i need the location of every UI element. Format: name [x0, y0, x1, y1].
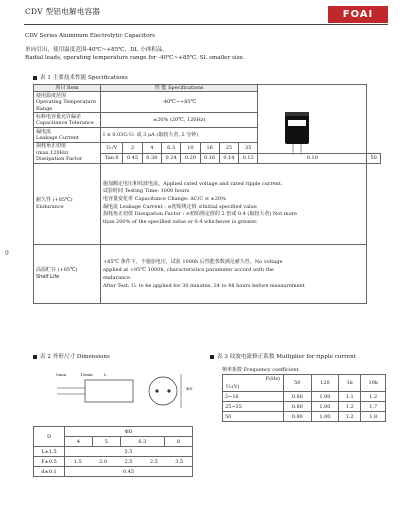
mult-freq: 50 — [284, 375, 312, 392]
dim-size: 5 — [92, 437, 120, 447]
mult-freq: 120 — [311, 375, 339, 392]
table-row: 2~16 0.80 1.00 1.1 1.2 — [223, 392, 386, 402]
mult-freq: 10k — [361, 375, 386, 392]
leakage-value: I ≤ 0.03CᵣUᵣ 或 3 μA (取较大者, 2 分钟) — [101, 128, 258, 143]
section-bullet-icon — [33, 355, 37, 359]
multiplier-section-title: 表 3 纹波电流修正系数 Multiplier for ripple current — [210, 352, 356, 360]
tolerance-value: ±20% (20℃, 120Hz) — [101, 113, 258, 128]
dimension-drawing — [55, 368, 195, 416]
description-en: Radial leads, operating temperature range for -40℃~+85℃, SL smaller size. — [25, 55, 245, 61]
col-item-header: 项目 Item — [34, 85, 101, 92]
df-value: 0.16 — [200, 153, 219, 163]
drawing-label-mid: 15min — [80, 372, 93, 377]
dim-size: 6.3 — [120, 437, 164, 447]
df-voltage: 2 — [123, 143, 142, 153]
section-bullet-icon — [33, 76, 37, 80]
table-row: F±0.5 1.5 2.0 2.5 2.5 3.5 — [34, 457, 193, 467]
df-value: 0.38 — [142, 153, 161, 163]
temp-value: -40℃~+85℃ — [101, 92, 258, 113]
capacitor-photo-cell — [258, 85, 367, 154]
mult-freq: 1k — [339, 375, 361, 392]
shelf-text: +85℃ 条件下，不施加电压，试验 1000h 后性能参数满足耐久性。No voltage applied at +85℃ 1000h, characteristics parameter accord with the endurance. After Test: Uᵣ to be applied for 30 minutes, 24 to 48 hours before measurement — [101, 244, 367, 303]
table-row: 25~35 0.80 1.00 1.2 1.7 — [223, 402, 386, 412]
df-voltage: 10 — [181, 143, 200, 153]
drawing-label-right: L — [104, 372, 107, 377]
brand-logo: FOAI — [328, 6, 388, 23]
df-label: 损耗角正切值(max,120Hz) Dissipation Factor — [34, 143, 101, 163]
df-voltage: 25 — [219, 143, 238, 153]
spec-table — [33, 84, 381, 304]
drawing-label-phi: ΦD — [186, 386, 193, 391]
table-row: d±0.1 0.45 — [34, 467, 193, 477]
section-bullet-icon — [210, 355, 214, 359]
page-title: CDV 型铝电解电容器 — [25, 7, 101, 16]
spec-section-title: 表 1 主要技术性能 Specifications — [33, 73, 128, 81]
df-ur-label: Uᵣ/V — [101, 143, 123, 153]
temp-label: 使用温度范围 Operating Temperature Range — [34, 92, 101, 113]
series-subtitle: CDV Series Aluminum Electrolytic Capacitors — [25, 33, 155, 39]
df-value: 0.14 — [219, 153, 238, 163]
description-cn: 单向引出，使用温度范围-40℃~+85℃，DL 小体积品。 — [25, 47, 169, 53]
endurance-label: 耐久性 (+85℃) Endurance — [34, 163, 101, 244]
df-value: 0.12 — [239, 153, 258, 163]
df-value: 0.10 — [258, 153, 367, 163]
dim-size: 4 — [65, 437, 93, 447]
df-voltage: 4 — [142, 143, 161, 153]
df-voltage: 35 — [239, 143, 258, 153]
header-rule — [24, 24, 388, 25]
shelf-label: 高温贮存 (+85℃) Shelf Life — [34, 244, 101, 303]
df-value: 0.45 — [123, 153, 142, 163]
side-mark: 9 — [5, 250, 9, 257]
dim-phi-header: ΦD — [65, 427, 193, 437]
dim-d-label: D — [34, 427, 65, 447]
dimensions-section-title: 表 2 外形尺寸 Dimensions — [33, 352, 110, 360]
df-voltage: 6.3 — [161, 143, 180, 153]
drawing-label-left: 5min — [56, 372, 67, 377]
mult-corner: F(Hz) Uᵣ(V) — [223, 375, 284, 392]
df-voltage: 16 — [200, 143, 219, 153]
frequency-coefficient-label: 频率系数 Frequency coefficient — [222, 367, 299, 373]
tolerance-label: 标称电容量允许偏差 Capacitance Tolerance — [34, 113, 101, 128]
dimensions-table — [33, 426, 193, 477]
col-perf-header: 性 能 Specifications — [101, 85, 258, 92]
multiplier-table — [222, 374, 386, 422]
capacitor-icon — [282, 110, 312, 156]
df-value: 0.20 — [181, 153, 200, 163]
leakage-label: 漏电流 Leakage Current — [34, 128, 101, 143]
df-tan-label: Tan δ — [101, 153, 123, 163]
dim-size: 8 — [164, 437, 192, 447]
table-row: 50 0.80 1.00 1.2 1.8 — [223, 412, 386, 422]
table-row: L±1.5 5.5 — [34, 447, 193, 457]
endurance-text: 施加额定电压和纹波电流。Applied rated voltage and rated ripple current. 试验时间 Testing Time: 1000 hours 电容量变化率 Capacitance Change: ΔC/C ≤ ±20% 漏电流 Leakage Current : ≤初始规定值 ≤Initial specified value 损耗角正切值 Dissipation Factor : ≤初始规定值的 2 倍或 0.4 (取较大者) Not more than 200% of the specified value or 0.4 whichever is greater. — [101, 163, 367, 244]
df-voltage: 50 — [367, 153, 381, 163]
df-value: 0.24 — [161, 153, 180, 163]
